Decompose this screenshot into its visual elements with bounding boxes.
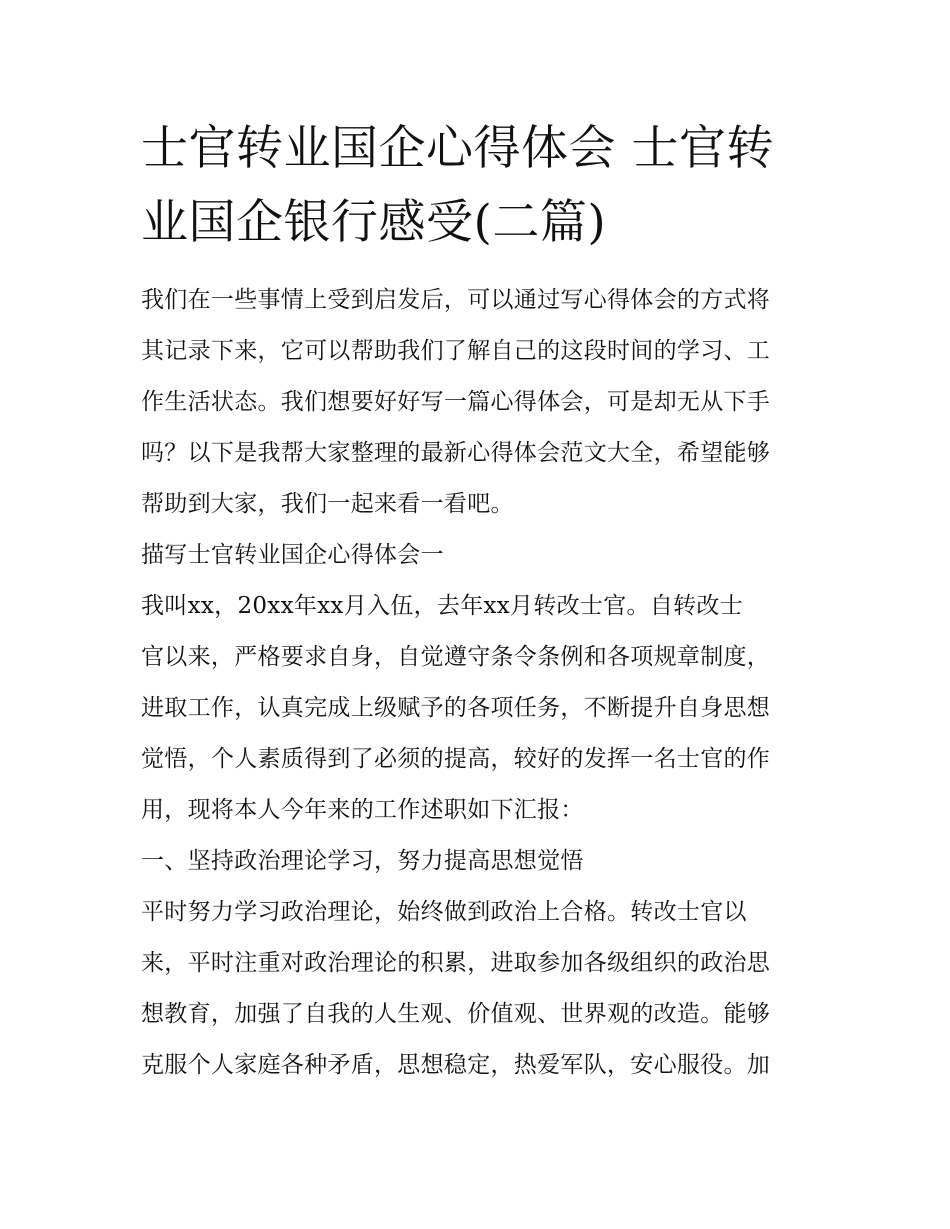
body-line: 吗？以下是我帮大家整理的最新心得体会范文大全，希望能够 (141, 440, 771, 466)
body-line: 我叫xx，20xx年xx月入伍，去年xx月转改士官。自转改士 (141, 593, 744, 619)
body-line: 我们在一些事情上受到启发后，可以通过写心得体会的方式将 (141, 287, 771, 313)
body-line: 作生活状态。我们想要好好写一篇心得体会，可是却无从下手 (141, 389, 771, 415)
title-line: 士官转业国企心得体会 士官转 (141, 121, 774, 176)
body-line: 帮助到大家，我们一起来看一看吧。 (141, 491, 514, 517)
section-heading: 一、坚持政治理论学习，努力提高思想觉悟 (141, 848, 584, 874)
section-heading: 描写士官转业国企心得体会一 (141, 542, 444, 568)
body-line: 来，平时注重对政治理论的积累，进取参加各级组织的政治思 (141, 950, 771, 976)
body-line: 克服个人家庭各种矛盾，思想稳定，热爱军队，安心服役。加 (141, 1052, 771, 1078)
body-line: 平时努力学习政治理论，始终做到政治上合格。转改士官以 (141, 899, 747, 925)
document-title (141, 112, 841, 260)
title-line: 业国企银行感受(二篇) (141, 195, 607, 250)
document-body (141, 275, 821, 1091)
body-line: 觉悟，个人素质得到了必须的提高，较好的发挥一名士官的作 (141, 746, 771, 772)
body-line: 其记录下来，它可以帮助我们了解自己的这段时间的学习、工 (141, 338, 771, 364)
body-line: 进取工作，认真完成上级赋予的各项任务，不断提升自身思想 (141, 695, 771, 721)
body-line: 官以来，严格要求自身，自觉遵守条令条例和各项规章制度， (141, 644, 771, 670)
body-line: 用，现将本人今年来的工作述职如下汇报： (141, 797, 584, 823)
body-line: 想教育，加强了自我的人生观、价值观、世界观的改造。能够 (141, 1001, 771, 1027)
